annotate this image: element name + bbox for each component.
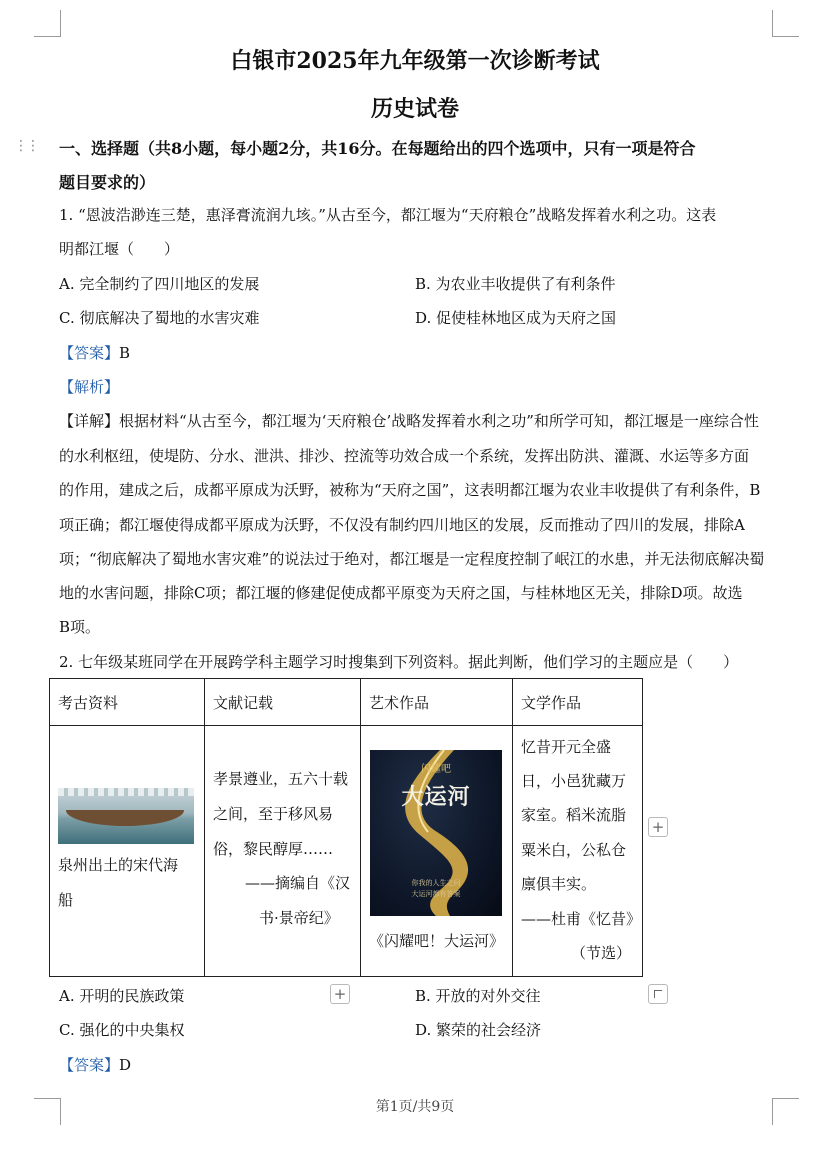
- poem-line: 家室。稻米流脂: [521, 806, 627, 824]
- poem-line: 忆昔开元全盛: [521, 738, 612, 756]
- table-cell-art: [361, 726, 513, 977]
- q1-detail-line: B项。: [59, 618, 101, 636]
- art-caption: 《闪耀吧！大运河》: [369, 932, 505, 950]
- poem-line: 日，小邑犹藏万: [521, 772, 627, 790]
- section-heading-cont: 题目要求的）: [59, 173, 156, 192]
- ship-caption: 泉州出土的宋代海: [58, 856, 179, 874]
- document-source: ——摘编自《汉: [245, 874, 351, 892]
- resize-corner-icon: [654, 990, 662, 998]
- answer-value: D: [119, 1056, 132, 1074]
- q1-detail-line: 的水利枢纽，使堤防、分水、泄洪、排沙、控流等功效合成一个系统，发挥出防洪、灌溉、水运等多方面: [59, 447, 750, 465]
- table-header-archaeology: 考古资料: [50, 679, 205, 726]
- add-row-button[interactable]: +: [330, 984, 350, 1004]
- document-text-line: 之间，至于移风易: [213, 805, 334, 823]
- q1-detail-line: 项；“彻底解决了蜀地水害灾难”的说法过于绝对，都江堰是一定程度控制了岷江的水患，并无法彻底解决蜀: [59, 550, 765, 568]
- q1-stem: 1. “恩波浩渺连三楚，惠泽膏流润九垓。”从古至今，都江堰为“天府粮仓”战略发挥着水利之功。这表: [59, 206, 717, 224]
- crop-mark-top-right: [772, 10, 799, 37]
- canal-poster-image: [370, 750, 502, 916]
- page-number: 第1页/共9页: [375, 1099, 455, 1115]
- q1-detail-line: 项正确；都江堰使得成都平原成为沃野，不仅没有制约四川地区的发展，反而推动了四川的发展，排除A: [59, 516, 745, 534]
- q2-option-b: B. 开放的对外交往: [415, 987, 541, 1005]
- section-heading: 一、选择题（共8小题，每小题2分，共16分。在每题给出的四个选项中，只有一项是符合: [59, 139, 696, 158]
- exam-subtitle: 历史试卷: [370, 96, 459, 122]
- add-column-button[interactable]: +: [648, 817, 668, 837]
- poem-note: （节选）: [571, 944, 632, 962]
- exam-title: 白银市2025年九年级第一次诊断考试: [230, 48, 600, 74]
- document-text-line: 俗，黎民醇厚……: [213, 840, 334, 858]
- poster-title-text: 大运河: [401, 784, 471, 810]
- q2-material-table: [49, 678, 643, 977]
- table-header-literature: 文学作品: [513, 679, 643, 726]
- document-source-cont: 书·景帝纪》: [259, 909, 339, 927]
- q1-analysis-label: 【解析】: [59, 378, 120, 396]
- crop-mark-top-left: [34, 10, 61, 37]
- answer-label: 【答案】: [59, 344, 120, 362]
- table-resize-handle[interactable]: [648, 984, 668, 1004]
- table-cell-literature: [513, 726, 643, 977]
- q1-detail-line: 地的水害问题，排除C项；都江堰的修建促使成都平原变为天府之国，与桂林地区无关，排除D项。故选: [59, 584, 743, 602]
- drag-handle-icon[interactable]: ⋮⋮: [14, 138, 38, 154]
- q2-answer: [59, 1054, 131, 1075]
- answer-value: B: [119, 344, 131, 362]
- q1-detail-line: 的作用，建成之后，成都平原成为沃野，被称为“天府之国”，这表明都江堰为农业丰收提供了有利条件，B: [59, 481, 761, 499]
- q1-stem-cont: 明都江堰（ ）: [59, 240, 180, 258]
- q1-detail-line: 【详解】根据材料“从古至今，都江堰为‘天府粮仓’战略发挥着水利之功”和所学可知，都江堰是一座综合性: [59, 412, 759, 430]
- q1-option-b: B. 为农业丰收提供了有利条件: [415, 275, 616, 293]
- poem-line: 粟米白，公私仓: [521, 841, 627, 859]
- poster-top-text: 闪耀吧: [421, 764, 451, 775]
- q2-option-c: C. 强化的中央集权: [59, 1021, 185, 1039]
- table-cell-archaeology: [50, 726, 205, 977]
- poster-subtitle-line: 大运河都有答案: [411, 890, 461, 898]
- q2-option-a: A. 开明的民族政策: [59, 987, 185, 1005]
- q1-option-a: A. 完全制约了四川地区的发展: [59, 275, 260, 293]
- q1-option-d: D. 促使桂林地区成为天府之国: [415, 309, 617, 327]
- poem-source: ——杜甫《忆昔》: [521, 910, 642, 928]
- song-ship-image: [58, 788, 194, 844]
- q2-stem: 2. 七年级某班同学在开展跨学科主题学习时搜集到下列资料。据此判断，他们学习的主题应是（ ）: [59, 653, 739, 671]
- poster-subtitle-line: 你我的人生之问: [411, 879, 461, 887]
- table-header-documents: 文献记载: [205, 679, 361, 726]
- poem-line: 廪俱丰实。: [521, 875, 597, 893]
- table-header-art: 艺术作品: [361, 679, 513, 726]
- ship-caption-cont: 船: [58, 891, 74, 909]
- document-text-line: 孝景遵业，五六十载: [213, 770, 349, 788]
- poster-subtitle: [370, 878, 502, 900]
- table-cell-documents: [205, 726, 361, 977]
- q1-answer: [59, 342, 130, 363]
- q2-option-d: D. 繁荣的社会经济: [415, 1021, 542, 1039]
- q1-option-c: C. 彻底解决了蜀地的水害灾难: [59, 309, 260, 327]
- answer-label: 【答案】: [59, 1056, 120, 1074]
